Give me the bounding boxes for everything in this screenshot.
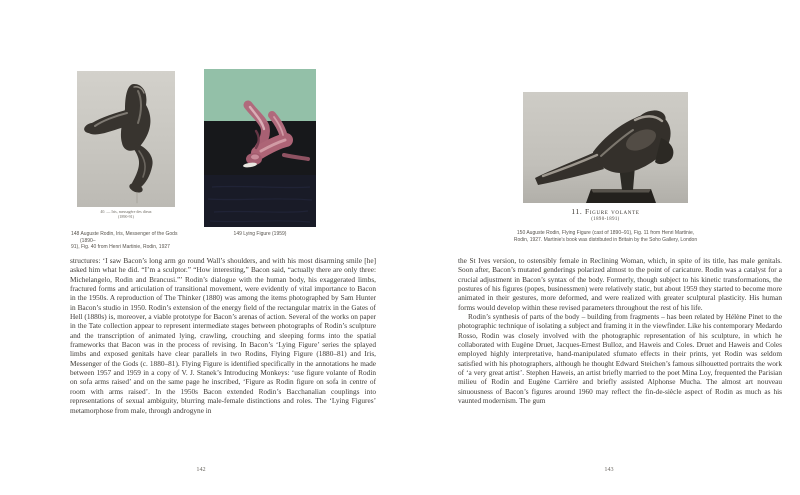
- iris-plate-caption-line1: 40. — Iris, messagère des dieux: [100, 209, 152, 214]
- body-paragraph-right-1: the St Ives version, to ostensibly female in Reclining Woman, which, in spite of its title, has male genitals. Soon after, Bacon’s mutated genderings polarized almost to the point of caricature. Rodin was a catalyst for a crucial adjustment in Bacon’s syntax of the body. Formerly, though subject to his kinetic transformations, the postures of his figures (popes, businessmen) were relatively static, but about 1959 they started to become more animated in their gestures, more deformed, and were realized with greater sculptural plasticity. His human forms would develop within these revised parameters throughout the rest of his life.: [458, 256, 782, 312]
- iris-sculpture-photo: [77, 71, 175, 207]
- flying-figure-photo: [523, 92, 688, 203]
- body-paragraph-left: structures: ‘I saw Bacon’s long arm go round Wall’s shoulders, and with his most disarming smile [he] asked him what he did. “I’m a sculptor.” “How interesting,” Bacon said, “actually there are only three: Michelangelo, Rodin and Brancusi.”’ Rodin’s dialogue with the human body, his exaggerated limbs, fractured forms and articulation of transitional movement, were evidently of vital importance to Bacon in the 1950s. A reproduction of The Thinker (1880) was among the items photographed by Sam Hunter in Bacon’s studio in 1950. Rodin’s extension of the energy field of the rectangular matrix in the Gates of Hell (1880s) is, moreover, a viable prototype for Bacon’s arenas of action. Several of the works on paper in the Tate collection appear to represent intermediate stages between photographs of Rodin’s sculpture and the transcription of animated lying, crawling, crouching and sleeping forms into the spatial frameworks that Bacon was in the process of revising. In Bacon’s ‘Lying Figure’ series the splayed limbs and exposed genitals have clear parallels in two Rodins, Flying Figure (1880–81) and Iris, Messenger of the Gods (c. 1880–81). Flying Figure is identified specifically in the annotations he made between 1957 and 1959 in a copy of V. J. Stanek’s Introducing Monkeys: ‘use figure volante of Rodin on sofa arms raised’ and on the same page he inscribed, ‘Figure as Rodin figure on sofa in centre of room with arms raised’. In the 1950s Bacon extended Rodin’s Bacchanalian couplings into representations of sexual ambiguity, blurring male-female distinctions and roles. The ‘Lying Figures’ metamorphose from male, through androgyne in: [70, 256, 376, 415]
- plate-title-block: [480, 207, 731, 222]
- plate-title: 11. Figure volante: [571, 207, 640, 216]
- body-text-left: [70, 256, 376, 428]
- iris-plate-caption-line2: (1890-91): [118, 213, 134, 219]
- caption-148: [71, 231, 186, 251]
- iris-plate-caption: [77, 210, 175, 220]
- lying-figure-painting: [204, 69, 316, 227]
- plate-date: (1890-1891): [591, 217, 620, 222]
- caption-150-line2: Rodin, 1927. Martinie’s book was distributed in Britain by the Soho Gallery, London: [513, 236, 698, 243]
- lying-figure-painting-image: [204, 69, 316, 227]
- caption-148-line1: 148 Auguste Rodin, Iris, Messenger of the Gods (1890–: [71, 231, 178, 244]
- page-number-right: 143: [604, 466, 614, 473]
- iris-sculpture-image: [77, 71, 175, 207]
- flying-figure-image: [523, 92, 688, 203]
- caption-148-line2: 91), Fig. 40 from Henri Martinie, Rodin, 1927: [71, 244, 170, 251]
- page-number-left: 142: [196, 466, 206, 473]
- caption-150-line1: 150 Auguste Rodin, Flying Figure (cast of 1890–91), Fig. 11 from Henri Martinie,: [516, 230, 695, 236]
- body-text-right: [458, 256, 782, 428]
- caption-150: [467, 230, 744, 243]
- body-paragraph-right-2: Rodin’s synthesis of parts of the body – building from fragments – has been related by Hélène Pinet to the photographic technique of isolating a subject and framing it in the viewfinder. Like his contemporary Medardo Rosso, Rodin was closely involved with the photographic representation of his sculpture, in which he collaborated with Eugène Druet, Jacques-Ernest Bulloz, and Haweis and Coles. Druet and Haweis and Coles employed highly interpretative, hand-manipulated sfumato effects in their prints, yet Rodin was seldom satisfied with his photographers, although he thought Edward Steichen’s famous silhouetted portraits the work of ‘a very great artist’. Stephen Haweis, an artist briefly married to the poet Mina Loy, frequented the Parisian milieu of Rodin and Eugène Carrière and briefly assisted Alphonse Mucha. The almost art nouveau sinuousness of Bacon’s figures around 1960 may reflect the fin-de-siècle aspect of Rodin as much as his vaunted modernism. The gum: [458, 312, 782, 406]
- caption-149: 149 Lying Figure (1959): [233, 231, 287, 237]
